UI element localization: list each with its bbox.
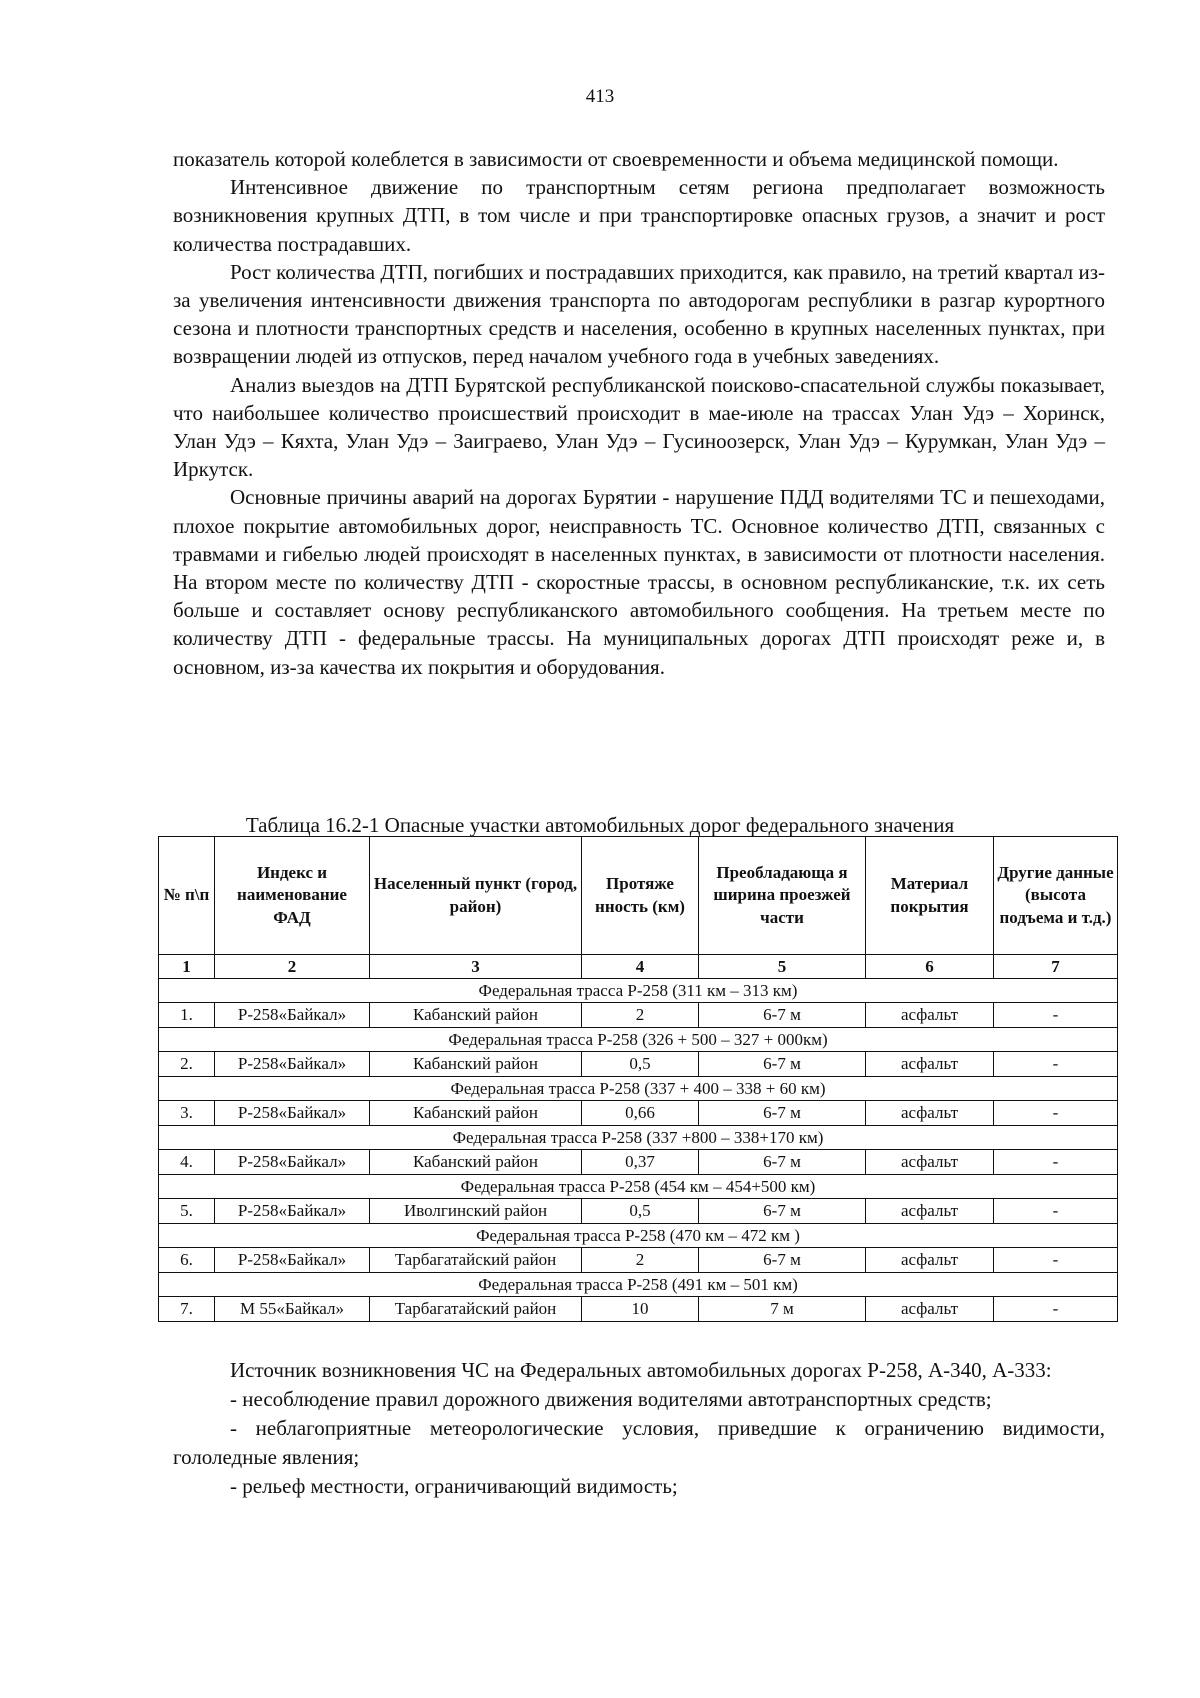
table-caption: Таблица 16.2-1 Опасные участки автомобильных дорог федерального значения [245, 813, 955, 837]
cell-surface: асфальт [866, 1150, 994, 1175]
cell-surface: асфальт [866, 1052, 994, 1077]
cell-length: 0,37 [582, 1150, 699, 1175]
section-row [159, 1077, 1118, 1101]
cell-road-index: Р-258«Байкал» [215, 1003, 370, 1028]
section-row [159, 1126, 1118, 1150]
cell-locality: Кабанский район [370, 1150, 582, 1175]
cell-length: 10 [582, 1297, 699, 1322]
cell-locality: Иволгинский район [370, 1199, 582, 1224]
header-cell: № п\п [159, 837, 215, 955]
cell-length: 2 [582, 1248, 699, 1273]
column-number-row [159, 955, 1118, 979]
paragraph: Анализ выездов на ДТП Бурятской республиканской поисково-спасательной службы показывает, что наибольшее количество происшествий происходит в мае-июле на трассах Улан Удэ – Хоринск, Улан Удэ – Кяхта, Улан Удэ – Заиграево, Улан Удэ – Гусиноозерск, Улан Удэ – Курумкан, Улан Удэ – Иркутск. [173, 372, 1105, 482]
page-number: 413 [585, 86, 615, 107]
cell-number: 5. [159, 1199, 215, 1224]
table-header-row [159, 837, 1118, 955]
cell-other: - [994, 1150, 1118, 1175]
paragraph: Интенсивное движение по транспортным сетям региона предполагает возможность возникновения крупных ДТП, в том числе и при транспортировке опасных грузов, а значит и рост количества пострадавших. [173, 175, 1105, 256]
column-number: 3 [370, 955, 582, 979]
cell-number: 3. [159, 1101, 215, 1126]
cell-road-index: Р-258«Байкал» [215, 1150, 370, 1175]
cell-locality: Кабанский район [370, 1003, 582, 1028]
table-row [159, 1101, 1118, 1126]
cell-width: 6-7 м [699, 1003, 866, 1028]
table-row [159, 1199, 1118, 1224]
column-number: 4 [582, 955, 699, 979]
section-row [159, 1028, 1118, 1052]
cell-width: 6-7 м [699, 1052, 866, 1077]
section-row [159, 1175, 1118, 1199]
cell-road-index: Р-258«Байкал» [215, 1052, 370, 1077]
cell-width: 6-7 м [699, 1199, 866, 1224]
cell-other: - [994, 1297, 1118, 1322]
cell-number: 1. [159, 1003, 215, 1028]
paragraph: Основные причины аварий на дорогах Бурятии - нарушение ПДД водителями ТС и пешеходами, плохое покрытие автомобильных дорог, неисправность ТС. Основное количество ДТП, связанных с травмами и гибелью людей происходят в населенных пунктах, в зависимости от плотности населения. На втором месте по количеству ДТП - скоростные трассы, в основном республиканские, т.к. их сеть больше и составляет основу республиканского автомобильного сообщения. На третьем месте по количеству ДТП - федеральные трассы. На муниципальных дорогах ДТП происходят реже и, в основном, из-за качества их покрытия и оборудования. [173, 485, 1105, 679]
cell-other: - [994, 1003, 1118, 1028]
cell-width: 7 м [699, 1297, 866, 1322]
cell-other: - [994, 1101, 1118, 1126]
cell-road-index: Р-258«Байкал» [215, 1248, 370, 1273]
header-cell: Другие данные (высота подъема и т.д.) [994, 837, 1118, 955]
section-row [159, 979, 1118, 1003]
cell-surface: асфальт [866, 1003, 994, 1028]
dangerous-sections-table [158, 836, 1118, 1322]
header-cell: Индекс и наименование ФАД [215, 837, 370, 955]
cell-locality: Тарбагатайский район [370, 1297, 582, 1322]
cell-other: - [994, 1199, 1118, 1224]
cell-length: 0,5 [582, 1052, 699, 1077]
cell-locality: Кабанский район [370, 1101, 582, 1126]
table-row [159, 1150, 1118, 1175]
list-item: - рельеф местности, ограничивающий видимость; [230, 1474, 678, 1498]
body-text [173, 145, 1105, 681]
cell-number: 7. [159, 1297, 215, 1322]
cell-locality: Кабанский район [370, 1052, 582, 1077]
cell-road-index: М 55«Байкал» [215, 1297, 370, 1322]
section-title: Федеральная трасса Р-258 (311 км – 313 км) [159, 979, 1118, 1003]
section-title: Федеральная трасса Р-258 (491 км – 501 км) [159, 1273, 1118, 1297]
paragraph: показатель которой колеблется в зависимости от своевременности и объема медицинской помощи. [173, 147, 1059, 171]
header-cell: Населенный пункт (город, район) [370, 837, 582, 955]
paragraph: Источник возникновения ЧС на Федеральных автомобильных дорогах Р-258, А-340, А-333: [230, 1358, 1052, 1382]
cell-number: 4. [159, 1150, 215, 1175]
column-number: 1 [159, 955, 215, 979]
cell-length: 2 [582, 1003, 699, 1028]
section-title: Федеральная трасса Р-258 (326 + 500 – 327 + 000км) [159, 1028, 1118, 1052]
cell-number: 2. [159, 1052, 215, 1077]
header-cell: Протяже нность (км) [582, 837, 699, 955]
cell-road-index: Р-258«Байкал» [215, 1101, 370, 1126]
table-row [159, 1003, 1118, 1028]
list-item: - неблагоприятные метеорологические условия, приведшие к ограничению видимости, гололедные явления; [173, 1416, 1105, 1469]
column-number: 6 [866, 955, 994, 979]
section-row [159, 1224, 1118, 1248]
cell-surface: асфальт [866, 1199, 994, 1224]
section-title: Федеральная трасса Р-258 (337 +800 – 338+170 км) [159, 1126, 1118, 1150]
cell-length: 0,66 [582, 1101, 699, 1126]
table-row [159, 1248, 1118, 1273]
section-row [159, 1273, 1118, 1297]
cell-surface: асфальт [866, 1101, 994, 1126]
cell-width: 6-7 м [699, 1248, 866, 1273]
cell-other: - [994, 1052, 1118, 1077]
table-row [159, 1297, 1118, 1322]
section-title: Федеральная трасса Р-258 (337 + 400 – 338 + 60 км) [159, 1077, 1118, 1101]
header-cell: Преобладающа я ширина проезжей части [699, 837, 866, 955]
cell-locality: Тарбагатайский район [370, 1248, 582, 1273]
after-table-text [173, 1356, 1105, 1501]
cell-other: - [994, 1248, 1118, 1273]
cell-road-index: Р-258«Байкал» [215, 1199, 370, 1224]
paragraph: Рост количества ДТП, погибших и пострадавших приходится, как правило, на третий квартал из-за увеличения интенсивности движения транспорта по автодорогам республики в разгар курортного сезона и плотности транспортных средств и населения, особенно в крупных населенных пунктах, при возвращении людей из отпусков, перед началом учебного года в учебных заведениях. [173, 259, 1105, 369]
column-number: 2 [215, 955, 370, 979]
cell-number: 6. [159, 1248, 215, 1273]
table-row [159, 1052, 1118, 1077]
cell-length: 0,5 [582, 1199, 699, 1224]
cell-width: 6-7 м [699, 1150, 866, 1175]
column-number: 7 [994, 955, 1118, 979]
header-cell: Материал покрытия [866, 837, 994, 955]
cell-surface: асфальт [866, 1248, 994, 1273]
cell-width: 6-7 м [699, 1101, 866, 1126]
list-item: - несоблюдение правил дорожного движения водителями автотранспортных средств; [230, 1387, 992, 1411]
section-title: Федеральная трасса Р-258 (454 км – 454+500 км) [159, 1175, 1118, 1199]
section-title: Федеральная трасса Р-258 (470 км – 472 км ) [159, 1224, 1118, 1248]
column-number: 5 [699, 955, 866, 979]
cell-surface: асфальт [866, 1297, 994, 1322]
